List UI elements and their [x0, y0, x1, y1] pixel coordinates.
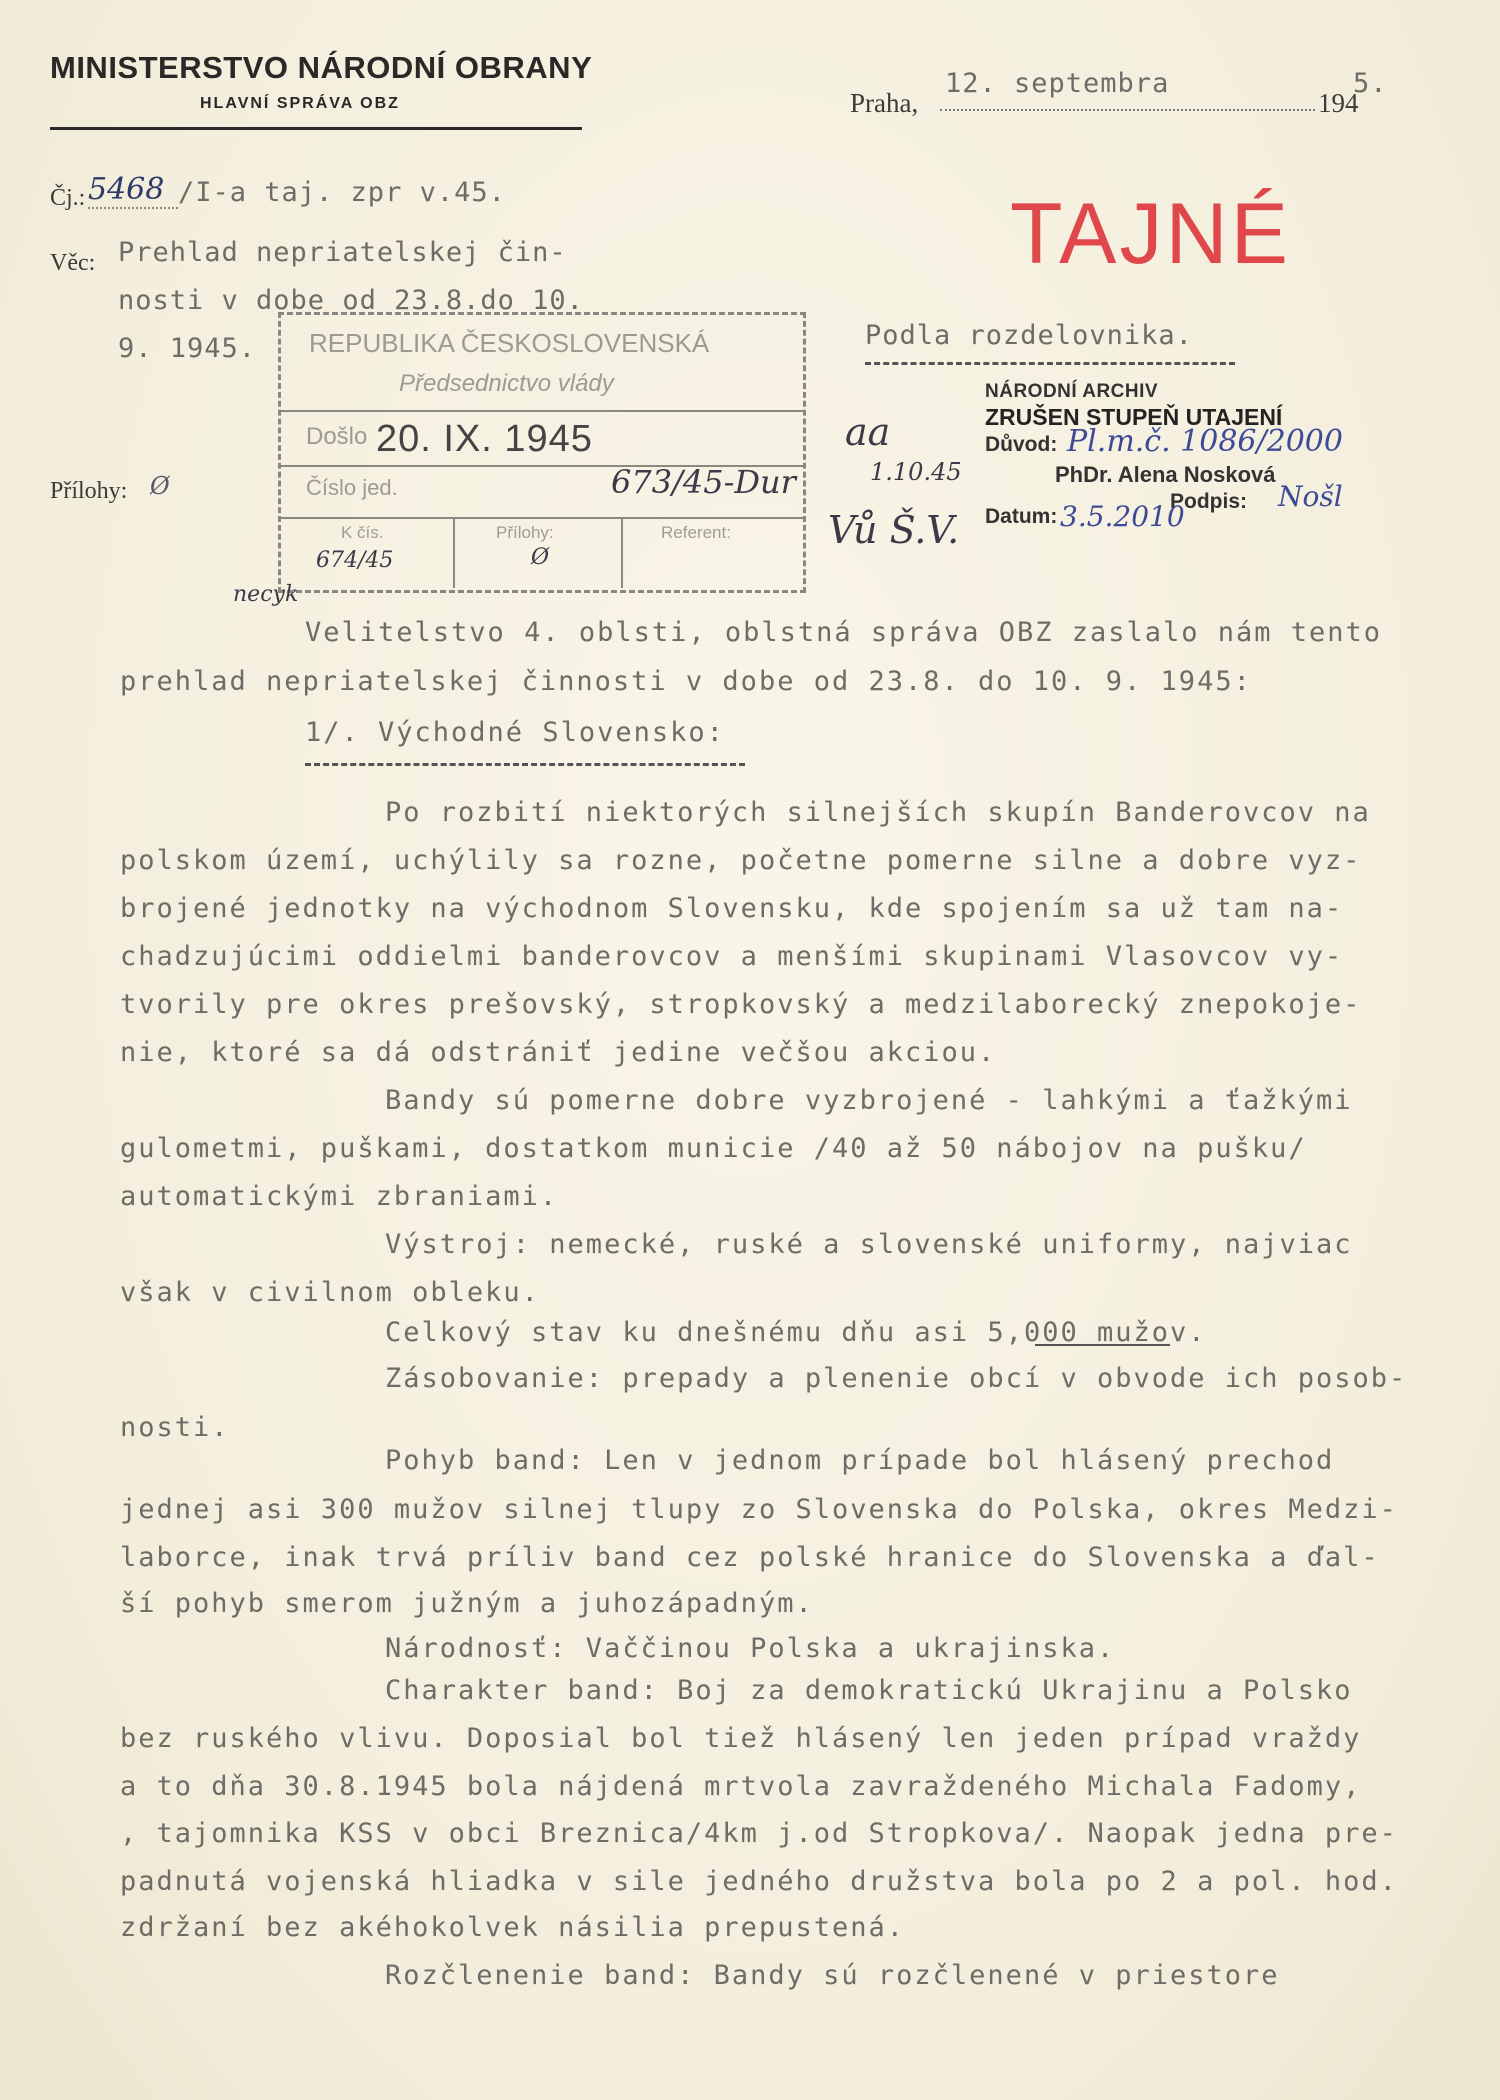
body-line: ší pohyb smerom južným a juhozápadným.	[120, 1588, 814, 1619]
body-line: prehlad nepriatelskej činnosti v dobe od 23.8. do 10. 9. 1945:	[120, 666, 1252, 697]
recipient-line: Podla rozdelovnika.	[865, 320, 1193, 351]
body-line: jednej asi 300 mužov silnej tlupy zo Slovenska do Polska, okres Medzi-	[120, 1494, 1398, 1525]
year-suffix: 5.	[1353, 68, 1388, 99]
attachments-label: Přílohy:	[50, 478, 128, 504]
body-line: Pohyb band: Len v jednom prípade bol hlásený prechod	[385, 1445, 1335, 1476]
handwritten-initials: Vů Š.V.	[828, 508, 960, 552]
archive-reason: Pl.m.č. 1086/2000	[1067, 424, 1343, 459]
date-value: 12. septembra	[945, 68, 1170, 99]
body-line: tvorily pre okres prešovský, stropkovský a medzilaborecký znepokoje-	[120, 989, 1362, 1020]
body-line: automatickými zbraniami.	[120, 1181, 559, 1212]
body-line: Národnosť: Vaččinou Polska a ukrajinska.	[385, 1633, 1116, 1664]
division-subheading: HLAVNÍ SPRÁVA OBZ	[200, 95, 400, 112]
archive-name: NÁRODNÍ ARCHIV	[985, 381, 1159, 402]
archive-date: 3.5.2010	[1060, 500, 1185, 533]
stamp-office: Předsednictvo vlády	[399, 370, 614, 397]
body-line: však v civilnom obleku.	[120, 1277, 540, 1308]
stamp-republic: REPUBLIKA ČESKOSLOVENSKÁ	[309, 328, 710, 358]
stamp-received-label: Došlo	[306, 423, 368, 450]
year-prefix: 194	[1318, 88, 1359, 118]
body-line: nosti.	[120, 1412, 230, 1443]
body-line: brojené jednotky na východnom Slovensku, kde spojením sa už tam na-	[120, 893, 1344, 924]
stamp-handwritten-number: 673/45-Dur	[611, 463, 796, 501]
reference-number-handwritten: 5468	[88, 172, 165, 207]
body-line: chadzujúcimi oddielmi banderovcov a menšími skupinami Vlasovcov vy-	[120, 941, 1344, 972]
body-line: bez ruského vlivu. Doposial bol tiež hlásený len jeden prípad vraždy	[120, 1723, 1362, 1754]
section-heading-rule	[305, 763, 745, 766]
stamp-col2-label: Přílohy:	[496, 523, 554, 542]
reference-number-text: /I-a taj. zpr v.45.	[178, 177, 506, 208]
subject-line-1: Prehlad nepriatelskej čin-	[118, 237, 567, 268]
stamp-col1-value: 674/45	[316, 548, 394, 573]
subject-line-3: 9. 1945.	[118, 333, 257, 364]
body-line: polskom území, uchýlily sa rozne, početne pomerne silne a dobre vyz-	[120, 845, 1362, 876]
date-dotted-line	[940, 109, 1315, 111]
handwritten-aa: aa	[845, 410, 891, 454]
body-line: Po rozbití niektorých silnejších skupín Banderovcov na	[385, 797, 1371, 828]
place-label: Praha,	[850, 88, 919, 118]
section-heading: 1/. Východné Slovensko:	[305, 717, 725, 748]
stamp-col2-value: Ø	[531, 545, 550, 570]
stamp-line-3	[281, 517, 803, 519]
body-line: , tajomnika KSS v obci Breznica/4km j.od Stropkova/. Naopak jedna pre-	[120, 1818, 1398, 1849]
recipient-rule	[865, 362, 1235, 365]
count-underline	[1035, 1344, 1170, 1346]
archive-reason-label: Důvod:	[985, 433, 1058, 456]
body-line: nie, ktoré sa dá odstrániť jedine večšou akciou.	[120, 1037, 997, 1068]
stamp-number-label: Číslo jed.	[306, 475, 398, 500]
body-line: zdržaní bez akéhokolvek násilia prepustená.	[120, 1912, 905, 1943]
subject-label: Věc:	[50, 250, 96, 276]
body-line: Bandy sú pomerne dobre vyzbrojené - lahkými a ťažkými	[385, 1085, 1353, 1116]
registry-stamp	[278, 312, 806, 593]
archive-signature-label: Podpis:	[1170, 490, 1247, 513]
classification-stamp: TAJNÉ	[1010, 186, 1291, 282]
body-line: gulometmi, puškami, dostatkom municie /40 až 50 nábojov na pušku/	[120, 1133, 1307, 1164]
attachments-value: Ø	[150, 472, 170, 500]
body-line: Charakter band: Boj za demokratickú Ukrajinu a Polsko	[385, 1675, 1353, 1706]
body-line: Velitelstvo 4. oblsti, oblstná správa OBZ zaslalo nám tento	[305, 617, 1383, 648]
body-line: a to dňa 30.8.1945 bola nájdená mrtvola zavraždeného Michala Fadomy,	[120, 1771, 1362, 1802]
archive-date-label: Datum:	[985, 505, 1058, 528]
stamp-col3-label: Referent:	[661, 523, 731, 542]
stamp-col1-label: K čís.	[341, 523, 384, 542]
handwritten-left-note: necyk	[233, 582, 299, 607]
declassification-status: ZRUŠEN STUPEŇ UTAJENÍ	[985, 404, 1283, 430]
archive-signature: Nošl	[1278, 480, 1343, 513]
reference-number-label: Čj.:	[50, 185, 86, 211]
body-line: laborce, inak trvá príliv band cez polské hranice do Slovenska a ďal-	[120, 1542, 1380, 1573]
body-line: Rozčlenenie band: Bandy sú rozčlenené v priestore	[385, 1960, 1280, 1991]
ministry-heading: MINISTERSTVO NÁRODNÍ OBRANY	[50, 50, 593, 85]
reference-dotted-line	[88, 207, 178, 209]
body-line: Výstroj: nemecké, ruské a slovenské uniformy, najviac	[385, 1229, 1353, 1260]
subject-line-2: nosti v dobe od 23.8.do 10.	[118, 285, 584, 316]
archive-officer: PhDr. Alena Nosková	[1055, 462, 1276, 487]
body-line: Zásobovanie: prepady a plenenie obcí v obvode ich posob-	[385, 1363, 1408, 1394]
stamp-line-1	[281, 410, 803, 412]
letterhead-rule	[50, 127, 582, 130]
stamp-column-divider-1	[453, 518, 455, 588]
body-line: Celkový stav ku dnešnému dňu asi 5,000 mužov.	[385, 1317, 1207, 1348]
stamp-column-divider-2	[621, 518, 623, 588]
handwritten-aa-date: 1.10.45	[870, 458, 962, 486]
stamp-received-date: 20. IX. 1945	[376, 418, 593, 460]
body-line: padnutá vojenská hliadka v sile jedného družstva bola po 2 a pol. hod.	[120, 1866, 1398, 1897]
